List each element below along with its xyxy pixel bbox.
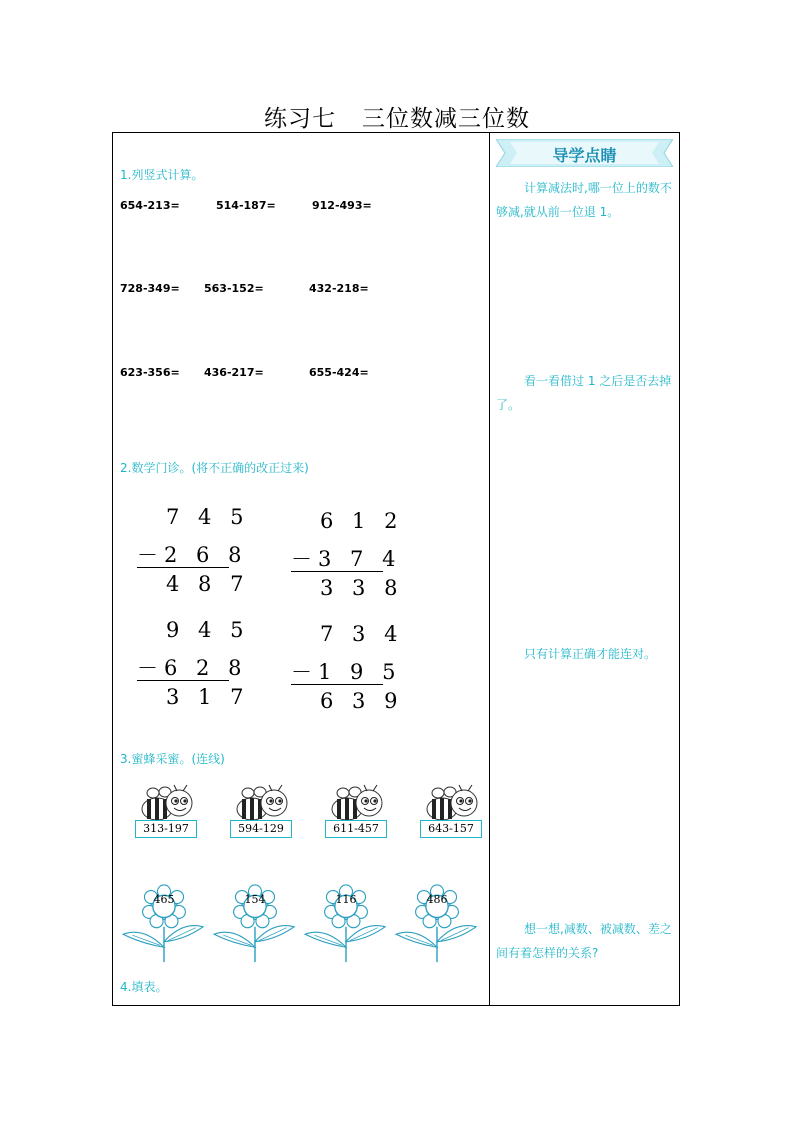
title-sub: 三位数减三位数 [362,106,530,132]
difference: 6 3 9 [320,689,404,713]
exercise: 912-493= [312,199,372,212]
exercise: 623-356= [120,366,180,379]
minuend: 7 4 5 [166,505,250,529]
exercise: 563-152= [204,282,264,295]
flower-number: 486 [426,893,448,906]
subtrahend: －3 7 4 [291,547,402,571]
minuend: 7 3 4 [320,622,404,646]
flower-card [302,884,390,974]
section3-heading: 3.蜜蜂采蜜。(连线) [120,752,225,766]
flower-card [393,884,481,974]
exercise: 432-218= [309,282,369,295]
bee-expression: 313-197 [135,820,197,838]
bee-icon [420,783,482,823]
flower-number: 116 [335,893,357,906]
result-line [291,571,383,572]
flower-card [211,884,299,974]
exercise: 654-213= [120,199,180,212]
guide-tip: 看一看借过 1 之后是否去掉了。 [496,374,672,412]
bee-expression: 611-457 [325,820,387,838]
guide-tip: 想一想,减数、被减数、差之间有着怎样的关系? [496,922,672,960]
exercise: 514-187= [216,199,276,212]
minuend: 6 1 2 [320,509,404,533]
guide-tip: 计算减法时,哪一位上的数不够减,就从前一位退 1。 [496,181,672,219]
exercise: 728-349= [120,282,180,295]
subtrahend: －6 2 8 [137,656,248,680]
bee-expression: 594-129 [230,820,292,838]
result-line [137,567,229,568]
section4-heading: 4.填表。 [120,980,168,994]
bee-card [135,783,197,858]
exercise: 655-424= [309,366,369,379]
bee-icon [325,783,387,823]
difference: 4 8 7 [166,572,250,596]
guide-tip: 只有计算正确才能连对。 [524,647,657,661]
difference: 3 3 8 [320,576,404,600]
bee-card [420,783,482,858]
guide-banner [496,139,673,167]
guide-banner-label: 导学点睛 [552,146,617,165]
bee-card [325,783,387,858]
difference: 3 1 7 [166,685,250,709]
section1-heading: 1.列竖式计算。 [120,168,204,182]
section2-heading: 2.数学门诊。(将不正确的改正过来) [120,461,309,475]
result-line [137,680,229,681]
minuend: 9 4 5 [166,618,250,642]
bee-icon [230,783,292,823]
subtrahend: －1 9 5 [291,660,402,684]
subtrahend: －2 6 8 [137,543,248,567]
flower-number: 465 [153,893,175,906]
bee-icon [135,783,197,823]
column-divider [489,132,490,1006]
result-line [291,684,383,685]
bee-expression: 643-157 [420,820,482,838]
bee-card [230,783,292,858]
exercise: 436-217= [204,366,264,379]
page-title [0,100,794,133]
title-main: 练习七 [264,106,336,132]
flower-card [120,884,208,974]
flower-number: 154 [244,893,266,906]
